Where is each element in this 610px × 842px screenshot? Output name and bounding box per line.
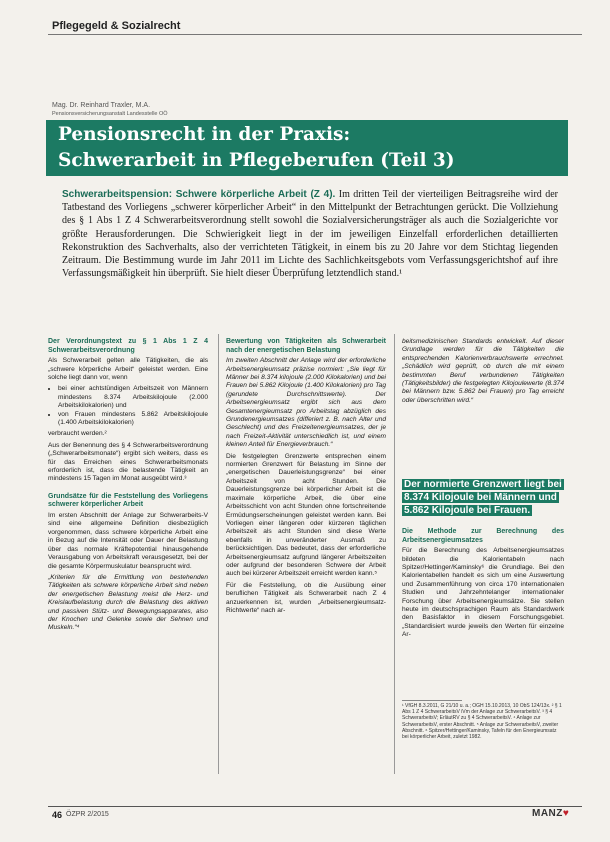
publisher-logo	[532, 808, 569, 819]
column-3-continued	[402, 528, 564, 643]
column-2	[226, 338, 386, 618]
intro-paragraph	[62, 188, 558, 280]
col1-paragraph-3: Aus der Benennung des § 4 Schwerarbeitsverordnung („Schwerarbeitsmonate“) ergibt sich weiters, dass es für das Erreichen eines Schwerarbeitsmonats erforderlich ist, dass die belastende Tätigkeit an mindestens 15 Tagen im Monat ausgeübt wird.³	[48, 441, 208, 483]
author-affiliation: Pensionsversicherungsanstalt Landesstelle OÖ	[52, 111, 168, 117]
header-rule	[48, 34, 582, 35]
footnote-rule	[402, 700, 462, 701]
list-item: • von Frauen mindestens 5.862 Arbeitskilojoule (1.400 Arbeitskilokalorien)	[58, 411, 208, 428]
col1-paragraph-5: „Kriterien für die Ermittlung von bestehenden Tätigkeiten als schwere körperliche Arbeit sind neben der energetischen Belastung meist die Herz- und Kreislaufbelastung durch die Belastung des aktiven und passiven Stütz- und Bewegungsapparates, also der Knochen und Gelenke sowie der Sehnen und Muskeln.“⁴	[48, 573, 208, 632]
col1-bullet-list	[48, 385, 208, 427]
title-line-2: Schwerarbeit in Pflegeberufen (Teil 3)	[58, 150, 455, 171]
publisher-name: MANZ	[532, 808, 563, 819]
page-number: 46	[52, 810, 63, 820]
column-3	[402, 338, 564, 408]
col1-heading-1: Der Verordnungstext zu § 1 Abs 1 Z 4 Schwerarbeitsverordnung	[48, 338, 208, 354]
column-divider	[394, 334, 395, 774]
heart-icon: ♥	[562, 808, 570, 819]
column-1	[48, 338, 208, 636]
journal-citation: ÖZPR 2/2015	[66, 811, 109, 818]
author-name: Mag. Dr. Reinhard Traxler, M.A.	[52, 102, 151, 109]
col3-paragraph-1: beitsmedizinischen Standards entwickelt. Auf dieser Grundlage werden für die Tätigkeiten die entsprechenden Kalorienverbrauchswerte errechnet. „Schädlich wird geprüft, ob durch die mit einem bestimmten Beruf verbundenen Tätigkeiten (Tätigkeitsbilder) die festgelegten Kilojoulewerte (8.374 bei Männern bzw. 5.862 bei Frauen) pro Tag erreicht oder überschritten wird.“	[402, 338, 564, 404]
col2-paragraph-2: Die festgelegten Grenzwerte entsprechen einem normierten Grenzwert für Belastung im Sinne der „energetischen Dauerleistungsgrenze“ bei einer Arbeitszeit von acht Stunden. Die Dauerleistungsgrenze bei körperlicher Arbeit ist die maximale körperliche Arbeit, die über eine Arbeitsschicht von acht Stunden ohne fortschreitende Ermüdungserscheinungen geleistet werden kann. Bei Vorliegen einer längeren oder kürzeren täglichen Arbeitszeit als acht Stunden sind diese Werte ebenfalls in unveränderter Ausmaß zu berücksichtigen. Das bedeutet, dass der erforderliche Arbeitsenergieumsatz aufgrund längerer Arbeitszeiten oder aufgrund der besonderen Schwere der Arbeit auch bei kürzerer Arbeitszeit erreicht werden kann.⁵	[226, 452, 386, 578]
article-title	[58, 122, 455, 174]
col1-paragraph-4: Im ersten Abschnitt der Anlage zur Schwerarbeits-V sind eine allgemeine Definition diesbezüglich vorgenommen, dass schwere körperliche Arbeit eine in Bezug auf die Intensität oder Dauer der Belastung über das normale Kräftepotential hinausgehende Verausgabung von Arbeitskraft verausgesetzt, bei der die gesamte Körpermuskulatur beansprucht wird.	[48, 512, 208, 570]
col3-paragraph-2: Für die Berechnung des Arbeitsenergieumsatzes bildeten die Kalorientabeln nach Spitzer/Hettinger/Kaminsky⁶ die Grundlage. Bei den Kalorientabellen handelt es sich um eine Auswertung und Zusammenführung von circa 170 internationalen Studien und Jahrzehntelanger internationaler Forschung über Arbeitsenergieumsätze. Sie stellen heute im deutschsprachigen Raum als Standardwerk den Basisfaktor in diesem Forschungsgebiet. „Standardisiert wurde jeweils den Werten für einzelne Ar-	[402, 547, 564, 639]
pull-quote-text: Der normierte Grenzwert liegt bei 8.374 Kilojoule bei Männern und 5.862 Kilojoule bei Frauen.	[404, 479, 562, 516]
footnotes: ¹ VfGH 8.3.2011, G 21/10 u. a.; OGH 15.10.2013, 10 ObS 124/13x. ² § 1 Abs 1 Z 4 SchwerarbeitsV iVm der Anlage zur SchwerarbeitsV. ³ § 4 SchwerarbeitsV; ErläutRV zu § 4 SchwerarbeitsV. ⁴ Anlage zur SchwerarbeitsV, erster Abschnitt. ⁵ Anlage zur SchwerarbeitsV, zweiter Abschnitt. ⁶ Spitzer/Hettinger/Kaminsky, Tafeln für den Energieumsatz bei körperlicher Arbeit, zuletzt 1982.	[402, 703, 562, 741]
col2-paragraph-3: Für die Feststellung, ob die Ausübung einer beruflichen Tätigkeit als Schwerarbeit nach Z 4 anzuerkennen ist, wurden „Arbeitsenergieumsatz-Richtwerte“ nach ar-	[226, 581, 386, 614]
col1-heading-2: Grundsätze für die Feststellung des Vorliegens schwerer körperlicher Arbeit	[48, 492, 208, 509]
footer-rule	[48, 806, 582, 807]
col2-heading-1: Bewertung von Tätigkeiten als Schwerarbeit nach der energetischen Belastung	[226, 338, 386, 354]
intro-text: Im dritten Teil der vierteiligen Beitragsreihe wird der Tatbestand des Vorliegens „schwerer körperlicher Arbeit“ in den Mittelpunkt der Betrachtungen gerückt. Die Vollziehung des § 1 Abs 1 Z 4 Schwerarbeitsverordnung stellt sowohl die Sozialversicherungsträger als auch die Sozialgerichte vor größte Herausforderungen. Die Schwierigkeit liegt in der im jeweiligen Einzelfall erforderlichen detaillierten Rekonstruktion des Sachverhalts, also der verrichteten Tätigkeit, in einem bis zu 20 Jahre vor dem Stichtag liegenden Zeitraum. Die Bestimmung wurde im Jahr 2011 im Lichte des Sachlichkeitsgebots vom Verfassungsgerichtshof auf ihre Verfassungsmäßigkeit hin überprüft. Sie hielt dieser Überprüfung letztendlich stand.¹	[62, 189, 559, 280]
list-item: • bei einer achtstündigen Arbeitszeit von Männern mindestens 8.374 Arbeitskilojoule (2.000 Arbeitskilokalorien) und	[58, 385, 208, 410]
column-divider	[218, 334, 219, 774]
intro-lead: Schwerarbeitspension: Schwere körperliche Arbeit (Z 4).	[62, 189, 336, 200]
title-line-1: Pensionsrecht in der Praxis:	[58, 124, 351, 145]
col1-paragraph-1: Als Schwerarbeit gelten alle Tätigkeiten, die als „schwere körperliche Arbeit“ geleistet werden. Eine solche liegt dann vor, wenn	[48, 357, 208, 381]
col3-heading-1: Die Methode zur Berechnung des Arbeitsenergieumsatzes	[402, 528, 564, 544]
pull-quote	[402, 478, 564, 517]
col1-paragraph-2: verbraucht werden.²	[48, 430, 107, 438]
col2-paragraph-1: Im zweiten Abschnitt der Anlage wird der erforderliche Arbeitsenergieumsatz präzise normiert: „Sie liegt für Männer bei 8.374 kilojoule (2.000 Kilokalorien) und bei Frauen bei 5.862 Kilojoule (1.400 Kilokalorien) pro Tag (gerundete Durchschnittswerte). Der Arbeitsenergieumsatz ergibt sich aus dem Gesamtenergieumsatz pro Arbeitstag abzüglich des Grundenergieumsatzes (differiert z. B. nach Alter und Geschlecht) und des Freizeitenergieumsatzes, der je nach Freizeit-Aktivität unterschiedlich ist, und einem kleinen Anteil für Energieverbrauch.“	[226, 357, 386, 449]
section-label: Pflegegeld & Sozialrecht	[52, 20, 181, 32]
